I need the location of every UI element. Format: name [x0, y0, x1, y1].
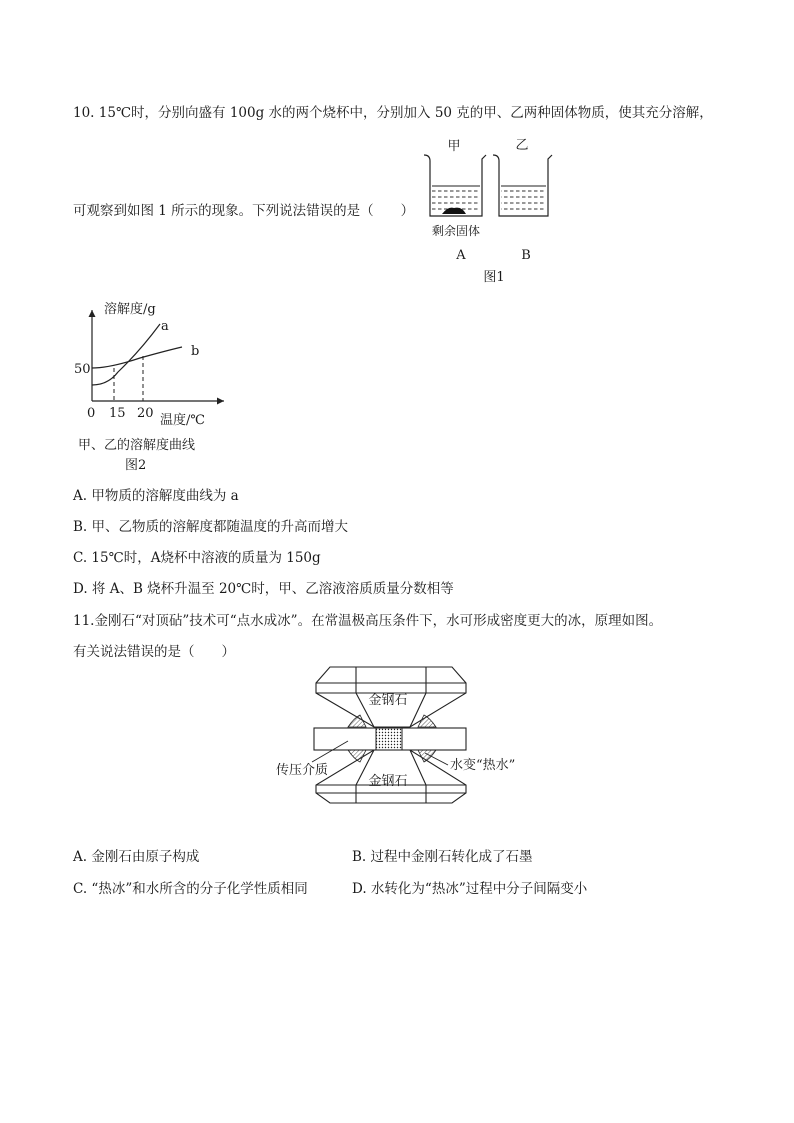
q10-option-c: C. 15℃时，A烧杯中溶液的质量为 150g [73, 550, 321, 566]
figure1-caption: 图1 [483, 270, 505, 285]
curve-a [92, 324, 160, 385]
q10-figure1 [420, 134, 570, 284]
q11-option-b: B. 过程中金刚石转化成了石墨 [352, 849, 533, 865]
q10-stem-line1: 10. 15℃时，分别向盛有 100g 水的两个烧杯中，分别加入 50 克的甲、乙两种固体物质，使其充分溶解， [73, 105, 713, 121]
beaker-yi-label: 乙 [515, 138, 529, 153]
q11-option-a: A. 金刚石由原子构成 [73, 849, 200, 865]
x-axis-label: 温度/℃ [160, 413, 205, 428]
q11-option-c: C. “热冰”和水所含的分子化学性质相同 [73, 881, 308, 897]
residue-label: 剩余固体 [431, 224, 481, 238]
q10-option-b: B. 甲、乙物质的溶解度都随温度的升高而增大 [73, 519, 349, 535]
top-diamond-label: 金钢石 [368, 693, 408, 708]
figure2-subtitle: 甲、乙的溶解度曲线 [78, 438, 196, 453]
bottom-diamond-label: 金钢石 [368, 774, 408, 789]
water-sample [376, 728, 402, 750]
tick-15: 15 [109, 406, 126, 421]
q11-stem-line1: 11.金刚石“对顶砧”技术可“点水成冰”。在常温极高压条件下，水可形成密度更大的冰，原理如图。 [73, 613, 663, 629]
tick-20: 20 [137, 406, 154, 421]
q11-stem-line2: 有关说法错误的是（ ） [73, 644, 235, 660]
curve-b-label: b [191, 344, 200, 359]
curve-b [92, 347, 182, 368]
beaker-a [424, 155, 486, 216]
figure2-caption: 图2 [125, 458, 147, 473]
beaker-a-label: A [456, 248, 466, 263]
medium-label: 传压介质 [276, 763, 329, 778]
q10-figure2 [70, 296, 230, 476]
q10-stem-line2: 可观察到如图 1 所示的现象。下列说法错误的是（ ） [73, 203, 415, 219]
q11-diamond-anvil-figure [270, 665, 520, 805]
q10-option-d: D. 将 A、B 烧杯升温至 20℃时，甲、乙溶液溶质质量分数相等 [73, 581, 454, 597]
beaker-jia-label: 甲 [447, 139, 461, 154]
q10-option-a: A. 甲物质的溶解度曲线为 a [73, 488, 239, 504]
tick-50: 50 [74, 362, 91, 377]
beaker-b-label: B [521, 248, 531, 263]
curve-a-label: a [161, 319, 169, 334]
q11-option-d: D. 水转化为“热冰”过程中分子间隔变小 [352, 881, 588, 897]
tick-0: 0 [87, 406, 96, 421]
y-axis-label: 溶解度/g [104, 302, 156, 317]
beaker-b [493, 155, 552, 216]
water-label: 水变“热水” [450, 758, 516, 773]
